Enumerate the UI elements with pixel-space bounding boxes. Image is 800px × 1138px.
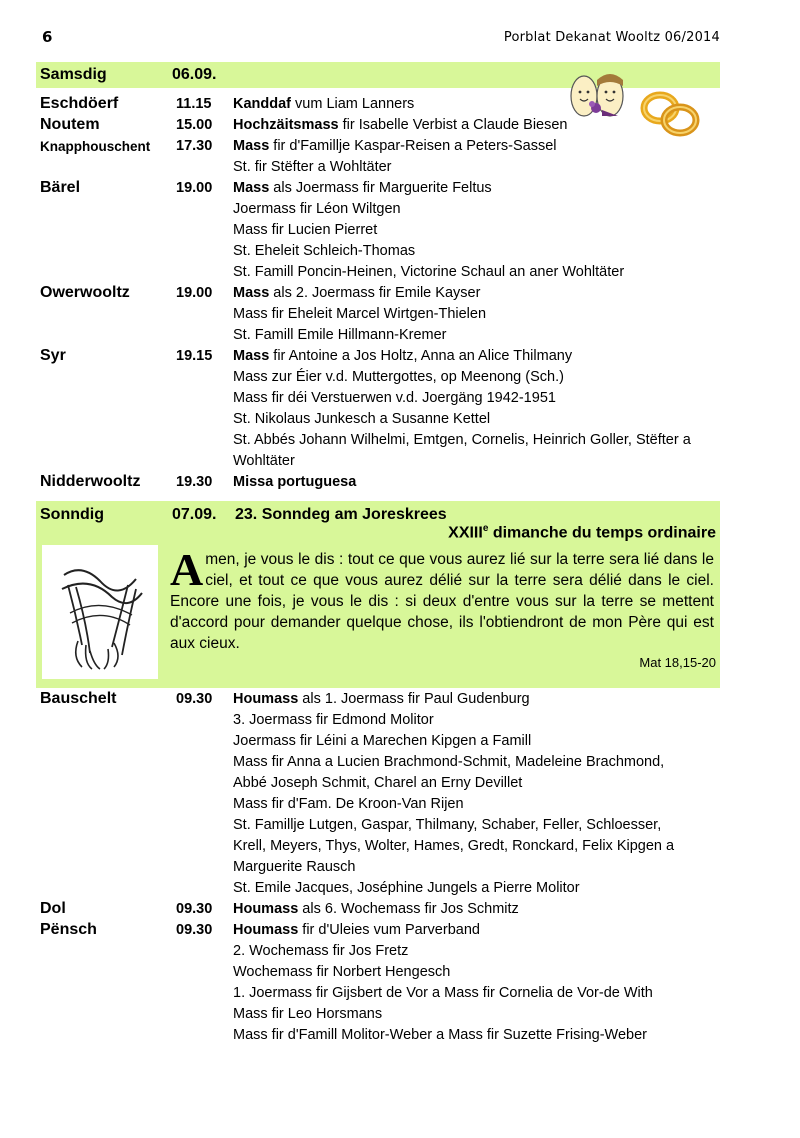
mass-intention — [233, 901, 519, 917]
mass-entry — [40, 753, 720, 774]
intention-text: Mass fir déi Verstuerwen v.d. Joergäng 1942-1951 — [233, 390, 556, 406]
mass-entry — [40, 837, 720, 858]
intention-text: vum Liam Lanners — [291, 96, 415, 112]
intention-text: St. Abbés Johann Wilhelmi, Emtgen, Cornelis, Heinrich Goller, Stëfter a — [233, 432, 691, 448]
mass-time: 11.15 — [176, 96, 212, 112]
mass-entry — [40, 732, 720, 753]
place-name: Dol — [40, 900, 66, 917]
day-date: 06.09. — [172, 66, 217, 83]
intention-text: Joermass fir Léon Wiltgen — [233, 201, 401, 217]
intention-text: fir Antoine a Jos Holtz, Anna an Alice Thilmany — [269, 348, 573, 364]
mass-intention — [233, 159, 392, 175]
page-number: 6 — [42, 28, 53, 46]
intention-text: fir Isabelle Verbist a Claude Biesen — [338, 117, 568, 133]
mass-entry — [40, 410, 720, 431]
mass-intention — [233, 985, 653, 1001]
mass-entry — [40, 263, 720, 284]
hands-bound-illustration — [42, 545, 158, 679]
mass-intention — [233, 880, 580, 896]
place-name: Syr — [40, 347, 66, 364]
saturday-mass-list — [40, 95, 720, 494]
mass-entry — [40, 221, 720, 242]
mass-entry — [40, 1026, 720, 1047]
mass-entry — [40, 816, 720, 837]
mass-entry — [40, 921, 720, 942]
mass-intention — [233, 943, 408, 959]
intention-text: St. fir Stëfter a Wohltäter — [233, 159, 392, 175]
mass-intention — [233, 964, 450, 980]
day-date: 07.09. — [172, 506, 217, 523]
mass-entry — [40, 452, 720, 473]
mass-intention — [233, 369, 564, 385]
place-name: Bauschelt — [40, 690, 117, 707]
place-name: Noutem — [40, 116, 100, 133]
mass-time: 19.00 — [176, 180, 213, 196]
mass-entry — [40, 137, 720, 158]
mass-intention — [233, 306, 486, 322]
intention-text: als 2. Joermass fir Emile Kayser — [269, 285, 481, 301]
intention-text: 2. Wochemass fir Jos Fretz — [233, 943, 409, 959]
mass-type: Houmass — [233, 901, 299, 917]
intention-text: St. Famill Poncin-Heinen, Victorine Schaul an aner Wohltäter — [233, 264, 625, 280]
intention-text: als 6. Wochemass fir Jos Schmitz — [298, 901, 519, 917]
intention-text: Mass fir Lucien Pierret — [233, 222, 378, 238]
mass-time: 09.30 — [176, 922, 213, 938]
mass-type: Hochzäitsmass — [233, 117, 339, 133]
mass-type: Mass — [233, 138, 270, 154]
place-name: Nidderwooltz — [40, 473, 141, 490]
mass-intention — [233, 796, 464, 812]
mass-time: 09.30 — [176, 691, 213, 707]
mass-entry — [40, 95, 720, 116]
gospel-reference: Mat 18,15-20 — [639, 655, 716, 670]
place-name: Bärel — [40, 179, 81, 196]
intention-text: Wochemass fir Norbert Hengesch — [233, 964, 451, 980]
mass-entry — [40, 963, 720, 984]
day-name: Sonndig — [40, 506, 104, 523]
mass-intention — [233, 180, 492, 196]
mass-type: Kanddaf — [233, 96, 291, 112]
gospel-quote: Amen, je vous le dis : tout ce que vous aurez lié sur la terre sera lié dans le ciel, et tout ce que vous aurez délié sur la terre sera délié dans le ciel. Encore une fois, je vous le dis : si deux d'entre vous sur la terre se mettent d'accord pour demander quelque chose, ils l'obtiendront de mon Père qui est aux cieux. — [170, 544, 714, 652]
mass-intention — [233, 222, 377, 238]
intention-text: Mass fir Anna a Lucien Brachmond-Schmit, Madeleine Brachmond, — [233, 754, 665, 770]
mass-entry — [40, 942, 720, 963]
intention-text: 1. Joermass fir Gijsbert de Vor a Mass fir Cornelia de Vor-de With — [233, 985, 653, 1001]
mass-entry — [40, 242, 720, 263]
intention-text: St. Famill Emile Hillmann-Kremer — [233, 327, 447, 343]
mass-intention — [233, 775, 522, 791]
mass-intention — [233, 243, 415, 259]
mass-time: 09.30 — [176, 901, 213, 917]
mass-type: Houmass — [233, 922, 299, 938]
sunday-mass-list — [40, 690, 720, 1047]
liturgical-title: 23. Sonndeg am Joreskrees — [235, 506, 447, 523]
place-name: Eschdöerf — [40, 95, 119, 112]
mass-time: 19.30 — [176, 474, 213, 490]
mass-entry — [40, 879, 720, 900]
mass-intention — [233, 327, 447, 343]
mass-entry — [40, 284, 720, 305]
intention-text: Abbé Joseph Schmit, Charel an Erny Devillet — [233, 775, 523, 791]
mass-type: Mass — [233, 348, 270, 364]
mass-time: 17.30 — [176, 138, 213, 154]
mass-intention — [233, 733, 531, 749]
mass-entry — [40, 795, 720, 816]
mass-intention — [233, 838, 674, 854]
mass-intention — [233, 1027, 647, 1043]
intention-text: als 1. Joermass fir Paul Gudenburg — [298, 691, 530, 707]
mass-intention — [233, 96, 414, 112]
mass-time: 19.00 — [176, 285, 213, 301]
mass-entry — [40, 711, 720, 732]
intention-text: Mass zur Éier v.d. Muttergottes, op Meenong (Sch.) — [233, 369, 564, 385]
mass-entry — [40, 690, 720, 711]
intention-text: St. Eheleit Schleich-Thomas — [233, 243, 416, 259]
mass-entry — [40, 116, 720, 137]
intention-text: Mass fir d'Fam. De Kroon-Van Rijen — [233, 796, 464, 812]
mass-intention — [233, 859, 356, 875]
intention-text: Krell, Meyers, Thys, Wolter, Hames, Gredt, Ronckard, Felix Kipgen a — [233, 838, 675, 854]
mass-intention — [233, 117, 567, 133]
intention-text: Mass fir Eheleit Marcel Wirtgen-Thielen — [233, 306, 487, 322]
mass-intention — [233, 817, 661, 833]
mass-intention — [233, 390, 556, 406]
intention-text: Mass fir Leo Horsmans — [233, 1006, 383, 1022]
drop-cap: A — [170, 544, 204, 595]
intention-text: St. Famillje Lutgen, Gaspar, Thilmany, Schaber, Feller, Schloesser, — [233, 817, 662, 833]
sunday-header — [36, 501, 720, 688]
mass-entry — [40, 305, 720, 326]
mass-intention — [233, 201, 401, 217]
mass-intention — [233, 712, 434, 728]
mass-entry — [40, 473, 720, 494]
intention-text: Marguerite Rausch — [233, 859, 356, 875]
place-name: Knapphouschent — [40, 139, 151, 154]
mass-time: 15.00 — [176, 117, 213, 133]
publication-title: Porblat Dekanat Wooltz 06/2014 — [503, 30, 720, 45]
intention-text: fir d'Uleies vum Parverband — [298, 922, 480, 938]
mass-entry — [40, 984, 720, 1005]
mass-type: Missa portuguesa — [233, 474, 357, 490]
mass-entry — [40, 1005, 720, 1026]
mass-entry — [40, 774, 720, 795]
mass-intention — [233, 264, 624, 280]
mass-intention — [233, 432, 691, 448]
mass-entry — [40, 179, 720, 200]
mass-type: Mass — [233, 180, 270, 196]
mass-entry — [40, 326, 720, 347]
mass-intention — [233, 474, 356, 490]
mass-entry — [40, 900, 720, 921]
mass-type: Mass — [233, 285, 270, 301]
mass-entry — [40, 200, 720, 221]
intention-text: fir d'Famillje Kaspar-Reisen a Peters-Sassel — [269, 138, 557, 154]
mass-intention — [233, 922, 480, 938]
mass-intention — [233, 754, 664, 770]
intention-text: 3. Joermass fir Edmond Molitor — [233, 712, 434, 728]
mass-intention — [233, 411, 490, 427]
mass-intention — [233, 691, 530, 707]
intention-text: St. Emile Jacques, Joséphine Jungels a Pierre Molitor — [233, 880, 580, 896]
mass-intention — [233, 348, 572, 364]
mass-entry — [40, 368, 720, 389]
mass-intention — [233, 453, 295, 469]
mass-intention — [233, 138, 557, 154]
mass-time: 19.15 — [176, 348, 213, 364]
day-name: Samsdig — [40, 66, 107, 83]
intention-text: Wohltäter — [233, 453, 295, 469]
place-name: Owerwooltz — [40, 284, 130, 301]
page-header — [36, 28, 720, 52]
mass-type: Houmass — [233, 691, 299, 707]
intention-text: als Joermass fir Marguerite Feltus — [269, 180, 492, 196]
mass-entry — [40, 158, 720, 179]
liturgical-subtitle: XXIIIe dimanche du temps ordinaire — [448, 523, 716, 542]
intention-text: Mass fir d'Famill Molitor-Weber a Mass fir Suzette Frising-Weber — [233, 1027, 647, 1043]
place-name: Pënsch — [40, 921, 97, 938]
intention-text: Joermass fir Léini a Marechen Kipgen a Famill — [233, 733, 532, 749]
mass-entry — [40, 389, 720, 410]
mass-entry — [40, 858, 720, 879]
mass-intention — [233, 1006, 382, 1022]
intention-text: St. Nikolaus Junkesch a Susanne Kettel — [233, 411, 491, 427]
mass-entry — [40, 347, 720, 368]
mass-entry — [40, 431, 720, 452]
mass-intention — [233, 285, 480, 301]
